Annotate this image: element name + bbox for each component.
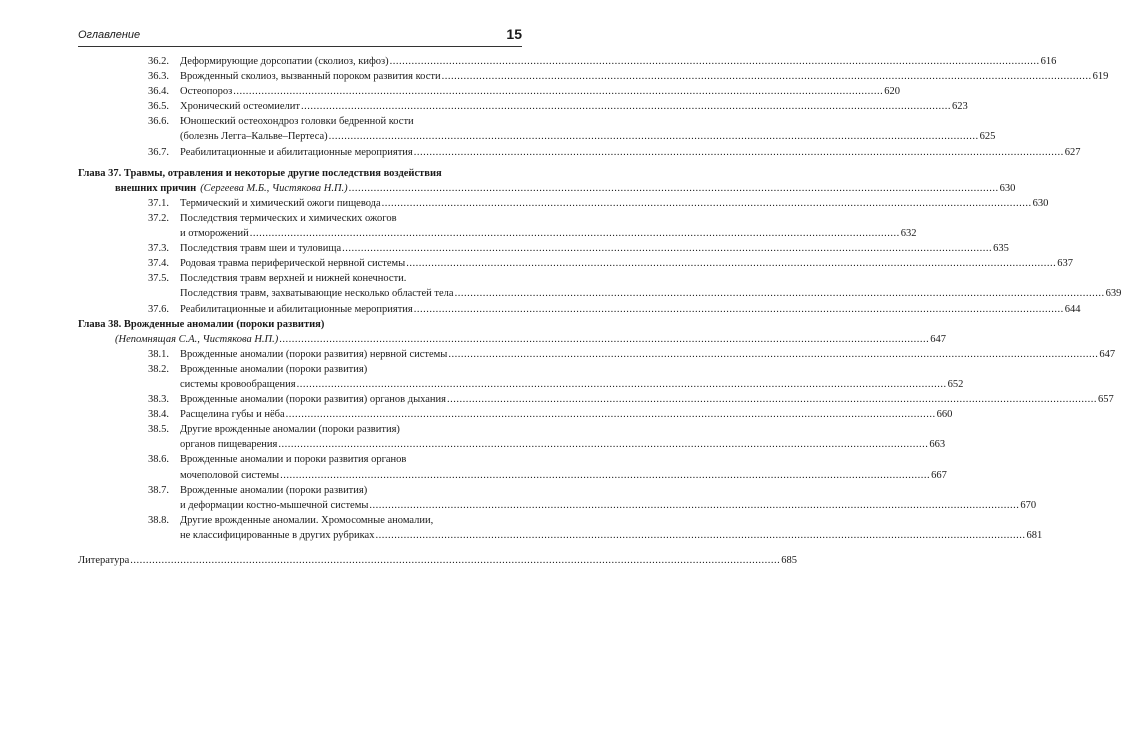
entry-number: 38.8. [148,514,169,526]
entry-page: 639 [1105,288,1121,300]
entry-page: 647 [1099,348,1116,360]
entry-number: 36.6. [148,116,169,128]
leader-dots [286,407,936,422]
leader-dots [279,332,929,347]
entry-page: 657 [1098,394,1114,406]
toc-entry[interactable] [78,114,522,129]
toc-entry[interactable] [78,145,1081,160]
leader-dots [280,468,930,483]
entry-text: Последствия термических и химических ожогов [180,212,397,224]
entry-text: Остеопороз [180,86,233,98]
entry-number: 36.5. [148,101,169,113]
entry-page: 663 [929,439,946,451]
leader-dots [455,286,1105,301]
entry-text: и деформации костно-мышечной системы [180,499,369,511]
chapter-heading-37[interactable] [78,166,522,181]
toc-entry-continuation[interactable] [78,528,1043,543]
entry-text: Другие врожденные аномалии (пороки развития) [180,424,400,436]
entry-page: 637 [1057,258,1073,270]
toc-entry[interactable] [78,256,1073,271]
toc-entry-continuation[interactable] [78,377,964,392]
entry-number: 36.2. [148,56,169,67]
leader-dots [414,145,1064,160]
page-number: 15 [506,26,522,42]
entry-text: (болезнь Легга–Кальве–Пертеса) [180,131,328,143]
chapter-authors: (Сергеева М.Б., Чистякова Н.П.) [200,182,348,194]
entry-text: Реабилитационные и абилитационные мероприятия [180,303,413,315]
entry-text: Реабилитационные и абилитационные мероприятия [180,146,413,158]
chapter-authors: (Непомнящая С.А., Чистякова Н.П.) [115,333,279,345]
entry-number: 38.1. [148,348,169,360]
entry-text: Врожденные аномалии (пороки развития) нервной системы [180,348,448,360]
entry-text: Термический и химический ожоги пищевода [180,197,381,209]
leader-dots [414,302,1064,317]
toc-entry-continuation[interactable] [78,437,946,452]
toc-entry[interactable] [78,69,1109,84]
leader-dots [301,99,951,114]
toc-entry[interactable] [78,271,522,286]
entry-page: 667 [931,469,947,481]
entry-number: 37.2. [148,212,169,224]
running-header [78,28,522,47]
entry-text: Последствия травм верхней и нижней конечности. [180,273,407,285]
leader-dots [250,226,900,241]
entry-page: 670 [1020,499,1037,511]
leader-dots [369,498,1019,513]
toc-entry[interactable] [78,241,1009,256]
toc-entry[interactable] [78,302,1081,317]
entry-page: 630 [1032,197,1049,209]
entry-text: Хронический остеомиелит [180,101,300,113]
toc-entry[interactable] [78,392,1114,407]
entry-page: 685 [781,555,797,566]
entry-text: Литература [78,555,130,566]
entry-number: 37.1. [148,197,169,209]
entry-text: Деформирующие дорсопатии (сколиоз, кифоз) [180,56,389,67]
toc-entry-continuation[interactable] [78,226,917,241]
leader-dots [342,241,992,256]
leader-dots [442,69,1092,84]
entry-number: 36.4. [148,86,169,98]
entry-text: Родовая травма периферической нервной системы [180,258,406,270]
leader-dots [382,196,1032,211]
entry-text: Расщелина губы и нёба [180,409,285,421]
leader-dots [233,84,883,99]
entry-page: 623 [952,101,968,113]
toc-entry[interactable] [78,196,1049,211]
entry-number: 37.3. [148,243,169,255]
toc-entry-continuation[interactable] [78,468,947,483]
entry-number: 38.4. [148,409,169,421]
entry-text: Последствия травм, захватывающие несколько областей тела [180,288,454,300]
entry-page: 644 [1064,303,1081,315]
toc-entry[interactable] [78,407,953,422]
chapter-heading-38-cont[interactable] [78,332,947,347]
toc-entry-continuation[interactable] [78,286,1121,301]
entry-text: Врожденный сколиоз, вызванный пороком развития кости [180,71,441,83]
entry-text: Врожденные аномалии и пороки развития органов [180,454,407,466]
entry-number: 38.6. [148,454,169,466]
entry-text: Врожденные аномалии (пороки развития) органов дыхания [180,394,446,406]
leader-dots [329,129,979,144]
entry-text: не классифицированные в других рубриках [180,529,375,541]
chapter-title: Глава 38. Врожденные аномалии (пороки развития) [78,318,325,330]
leader-dots [447,392,1097,407]
entry-number: 36.7. [148,146,169,158]
toc-entry[interactable] [78,452,522,467]
entry-text: и отморожений [180,228,249,240]
chapter-heading-38[interactable] [78,317,522,332]
toc-entry[interactable] [78,54,1057,69]
entry-number: 37.4. [148,258,169,270]
entry-text: органов пищеварения [180,439,278,451]
toc-entry[interactable] [78,347,1116,362]
entry-page: 627 [1064,146,1081,158]
leader-dots [130,553,780,568]
leader-dots [448,347,1098,362]
entry-text: системы кровообращения [180,378,296,390]
entry-text: Врожденные аномалии (пороки развития) [180,484,368,496]
chapter-page: 647 [930,333,947,345]
entry-text: Врожденные аномалии (пороки развития) [180,363,368,375]
entry-text: мочеполовой системы [180,469,280,481]
table-of-contents [78,54,1121,568]
entry-number: 38.2. [148,363,169,375]
entry-number: 37.6. [148,303,169,315]
entry-number: 36.3. [148,71,169,83]
toc-entry[interactable] [78,362,522,377]
entry-page: 652 [947,378,964,390]
entry-page: 620 [884,86,901,98]
chapter-page: 630 [999,182,1016,194]
toc-entry[interactable] [78,211,522,226]
toc-entry[interactable] [78,513,522,528]
leader-dots [406,256,1056,271]
toc-entry[interactable] [78,99,968,114]
header-title: Оглавление [78,29,141,41]
entry-text: Юношеский остеохондроз головки бедренной кости [180,116,414,128]
entry-page: 625 [979,131,996,143]
entry-page: 616 [1040,56,1057,67]
toc-entry-literature[interactable] [78,553,797,568]
leader-dots [278,437,928,452]
toc-entry[interactable] [78,422,522,437]
chapter-title-cont: внешних причин [115,182,197,194]
toc-entry[interactable] [78,483,522,498]
entry-page: 681 [1026,529,1043,541]
entry-number: 38.5. [148,424,169,436]
entry-page: 619 [1092,71,1109,83]
chapter-title: Глава 37. Травмы, отравления и некоторые другие последствия воздействия [78,167,442,179]
toc-entry-continuation[interactable] [78,498,1037,513]
entry-page: 660 [936,409,953,421]
chapter-heading-37-cont[interactable] [78,181,1016,196]
leader-dots [390,54,1040,69]
toc-entry[interactable] [78,84,901,99]
entry-number: 38.7. [148,484,169,496]
entry-number: 37.5. [148,273,169,285]
leader-dots [375,528,1025,543]
entry-text: Последствия травм шеи и туловища [180,243,342,255]
toc-entry-continuation[interactable] [78,129,996,144]
leader-dots [349,181,999,196]
leader-dots [297,377,947,392]
entry-number: 38.3. [148,394,169,406]
entry-page: 635 [993,243,1009,255]
entry-text: Другие врожденные аномалии. Хромосомные аномалии, [180,514,434,526]
entry-page: 632 [900,228,917,240]
